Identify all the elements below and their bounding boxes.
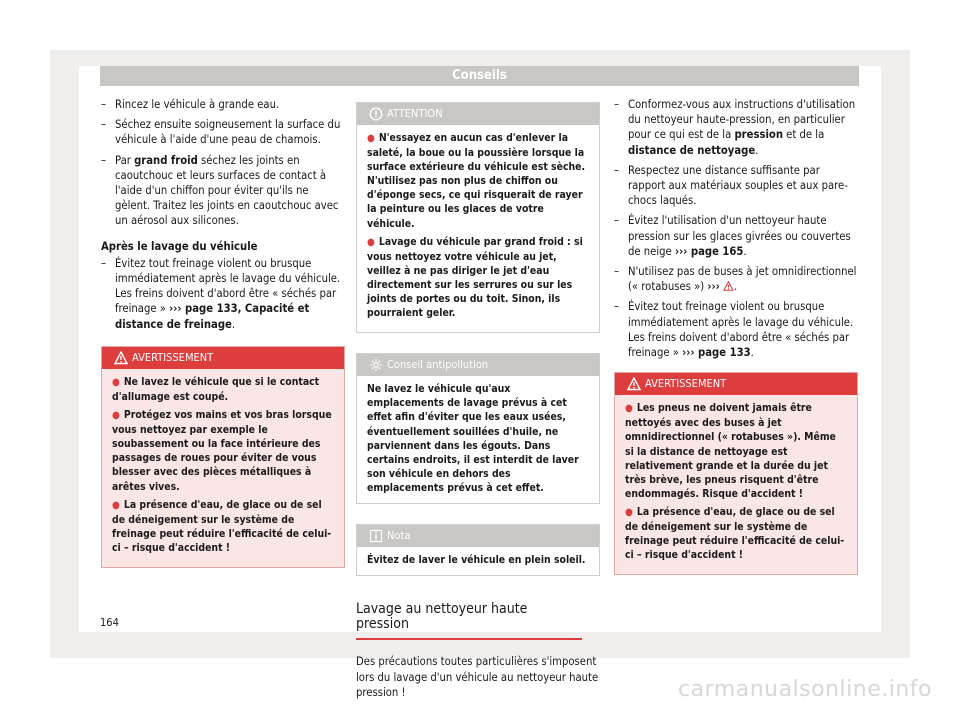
list-item: – Évitez l'utilisation d'un nettoyeur haute pression sur les glaces givrées ou couvertes de neige ››› page 165. [614,214,851,258]
page-number: 164 [100,616,119,629]
attention-box [356,102,600,333]
column-2 [356,97,600,700]
list-item: – Par grand froid séchez les joints en caoutchouc et leurs surfaces de contact à l'aide d'un chiffon pour éviter qu'ils ne gèlent. Traitez les joints en caoutchouc avec un aérosol aux silicones. [101,153,339,228]
warning-triangle-icon [627,377,641,391]
warning-body [102,369,344,567]
attention-circle-icon [369,107,383,121]
attention-bullet: ● N'essayez en aucun cas d'enlever la saleté, la boue ou la poussière lorsque la surface extérieure du véhicule est sèche. N'utilisez pas non plus de chiffon ou d'éponge secs, ce qui risquerait de rayer la peinture ou les glaces de votre véhicule. [367,132,586,230]
eco-tip-header: Conseil antipollution [357,354,599,376]
section-title: Lavage au nettoyeur haute pression [356,602,582,640]
note-header: Nota [357,525,599,547]
section-paragraph: Des précautions toutes particulières s'imposent lors du lavage d'un véhicule au nettoyeur haute pression ! [356,655,599,699]
list-item: – Séchez ensuite soigneusement la surface du véhicule à l'aide d'une peau de chamois. [101,118,341,147]
column-3 [614,97,858,575]
list-item: – Évitez tout freinage violent ou brusque immédiatement après le lavage du véhicule. Les freins doivent d'abord être « séchés par freinage » ››› page 133. [614,300,854,360]
attention-body [357,125,599,332]
eco-tip-box [356,353,600,504]
warning-triangle-icon [723,281,734,291]
note-body: Évitez de laver le véhicule en plein soleil. [367,553,586,566]
warning-box [614,372,858,575]
list-item: – Respectez une distance suffisante par rapport aux matériaux souples et aux pare-chocs laqués. [614,163,848,208]
warning-box [101,346,345,568]
info-icon [369,529,383,543]
list-item: – N'utilisez pas de buses à jet omnidirectionnel (« rotabuses ») ››› . [614,265,857,294]
warning-body [615,395,857,574]
page-reference-link[interactable]: ››› page 165 [674,244,744,258]
eco-tip-body: Ne lavez le véhicule qu'aux emplacements de lavage prévus à cet effet afin d'éviter que les eaux usées, éventuellement souillées d'huile, ne parviennent dans les égouts. Dans certains endroits, il est interdit de laver son véhicule en dehors des emplacements prévus à cet effet. [367,383,579,494]
eco-leaf-icon [369,358,383,372]
warning-header: AVERTISSEMENT [102,347,344,369]
attention-header: ATTENTION [357,103,599,125]
warning-bullet: ● Protégez vos mains et vos bras lorsque vous nettoyez par exemple le soubassement ou la face intérieure des passages de roues pour éviter de vous blesser avec des pièces métalliques à arêtes vives. [112,409,332,493]
warning-triangle-icon [114,351,128,365]
watermark: carmanualsonline.info [678,677,932,702]
subheading: Après le lavage du véhicule [101,239,258,253]
list-item: – Rincez le véhicule à grande eau. [101,98,280,111]
warning-bullet: ● La présence d'eau, de glace ou de sel de déneigement sur le système de freinage peut réduire l'efficacité de celui-ci – risque d'accident ! [112,498,332,554]
page-header: Conseils [100,66,859,86]
note-box [356,524,600,576]
warning-bullet: ● La présence d'eau, de glace ou de sel de déneigement sur le système de freinage peut réduire l'efficacité de celui-ci – risque d'accident ! [625,505,845,562]
warning-header: AVERTISSEMENT [615,373,857,395]
attention-bullet: ● Lavage du véhicule par grand froid : si vous nettoyez votre véhicule au jet, veillez à ne pas diriger le jet d'eau directement sur les serrures ou sur les joints de portes ou du toit. Sinon, ils pourraient geler. [367,235,583,320]
page-reference-link[interactable]: ››› page 133 [682,346,751,360]
warning-bullet: ● Ne lavez le véhicule que si le contact d'allumage est coupé. [112,375,320,403]
list-item: – Conformez-vous aux instructions d'utilisation du nettoyeur haute-pression, en particulier pour ce qui est de la pression et de la distance de nettoyage. [614,98,856,157]
warning-reference-link[interactable]: ››› [707,280,720,294]
page-reference-link[interactable]: ››› page 133, Capacité et distance de freinage [115,302,310,331]
warning-bullet: ● Les pneus ne doivent jamais être nettoyés avec des buses à jet omnidirectionnel (« rotabuses »). Même si la distance de nettoyage est relativement grande et la durée du jet très brève, les pneus risquent d'être endommagés. Risque d'accident ! [625,402,836,500]
column-1 [101,97,345,568]
list-item: – Évitez tout freinage violent ou brusque immédiatement après le lavage du véhicule. Les freins doivent d'abord être « séchés par freinage » ››› page 133, Capacité et distance de freinage. [101,256,341,331]
